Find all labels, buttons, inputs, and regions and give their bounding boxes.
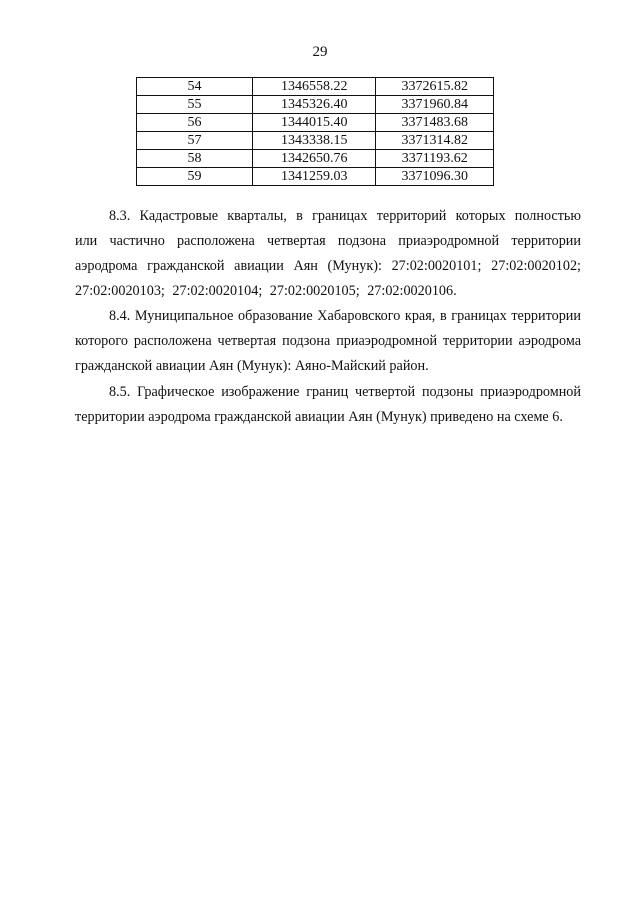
table-row bbox=[137, 78, 494, 96]
y-coordinate-cell: 3371960.84 bbox=[376, 96, 494, 114]
paragraph-8-5-block bbox=[75, 380, 581, 430]
table-row bbox=[137, 132, 494, 150]
table-row bbox=[137, 114, 494, 132]
coordinates-table bbox=[136, 77, 494, 186]
table-row bbox=[137, 168, 494, 186]
paragraph-8-5: 8.5. Графическое изображение границ четвертой подзоны приаэродромной территории аэродрома гражданской авиации Аян (Мунук) приведено на схеме 6. bbox=[75, 384, 581, 425]
paragraph-8-4: 8.4. Муниципальное образование Хабаровского края, в границах территории которого расположена четвертая подзона приаэродромной территории аэродрома гражданской авиации Аян (Мунук): Аяно-Майский район. bbox=[75, 308, 581, 374]
page-number: 29 bbox=[312, 44, 328, 60]
point-number-cell: 57 bbox=[137, 132, 253, 150]
point-number-cell: 54 bbox=[137, 78, 253, 96]
point-number-cell: 55 bbox=[137, 96, 253, 114]
table-row bbox=[137, 96, 494, 114]
point-number-cell: 58 bbox=[137, 150, 253, 168]
x-coordinate-cell: 1343338.15 bbox=[253, 132, 376, 150]
x-coordinate-cell: 1345326.40 bbox=[253, 96, 376, 114]
y-coordinate-cell: 3371096.30 bbox=[376, 168, 494, 186]
y-coordinate-cell: 3371314.82 bbox=[376, 132, 494, 150]
point-number-cell: 56 bbox=[137, 114, 253, 132]
paragraph-8-4-block bbox=[75, 304, 581, 379]
y-coordinate-cell: 3371483.68 bbox=[376, 114, 494, 132]
y-coordinate-cell: 3372615.82 bbox=[376, 78, 494, 96]
point-number-cell: 59 bbox=[137, 168, 253, 186]
table-row bbox=[137, 150, 494, 168]
paragraph-8-3: 8.3. Кадастровые кварталы, в границах территорий которых полностью или частично расположена четвертая подзона приаэродромной территории аэродрома гражданской авиации Аян (Мунук): 27:02:0020101; 27:02:0020102; 27:02:0020103; 27:02:0020104; 27:02:0020105; 27:02:0020106. bbox=[75, 208, 581, 299]
x-coordinate-cell: 1341259.03 bbox=[253, 168, 376, 186]
x-coordinate-cell: 1344015.40 bbox=[253, 114, 376, 132]
y-coordinate-cell: 3371193.62 bbox=[376, 150, 494, 168]
x-coordinate-cell: 1346558.22 bbox=[253, 78, 376, 96]
x-coordinate-cell: 1342650.76 bbox=[253, 150, 376, 168]
paragraph-8-3-block bbox=[75, 204, 581, 304]
